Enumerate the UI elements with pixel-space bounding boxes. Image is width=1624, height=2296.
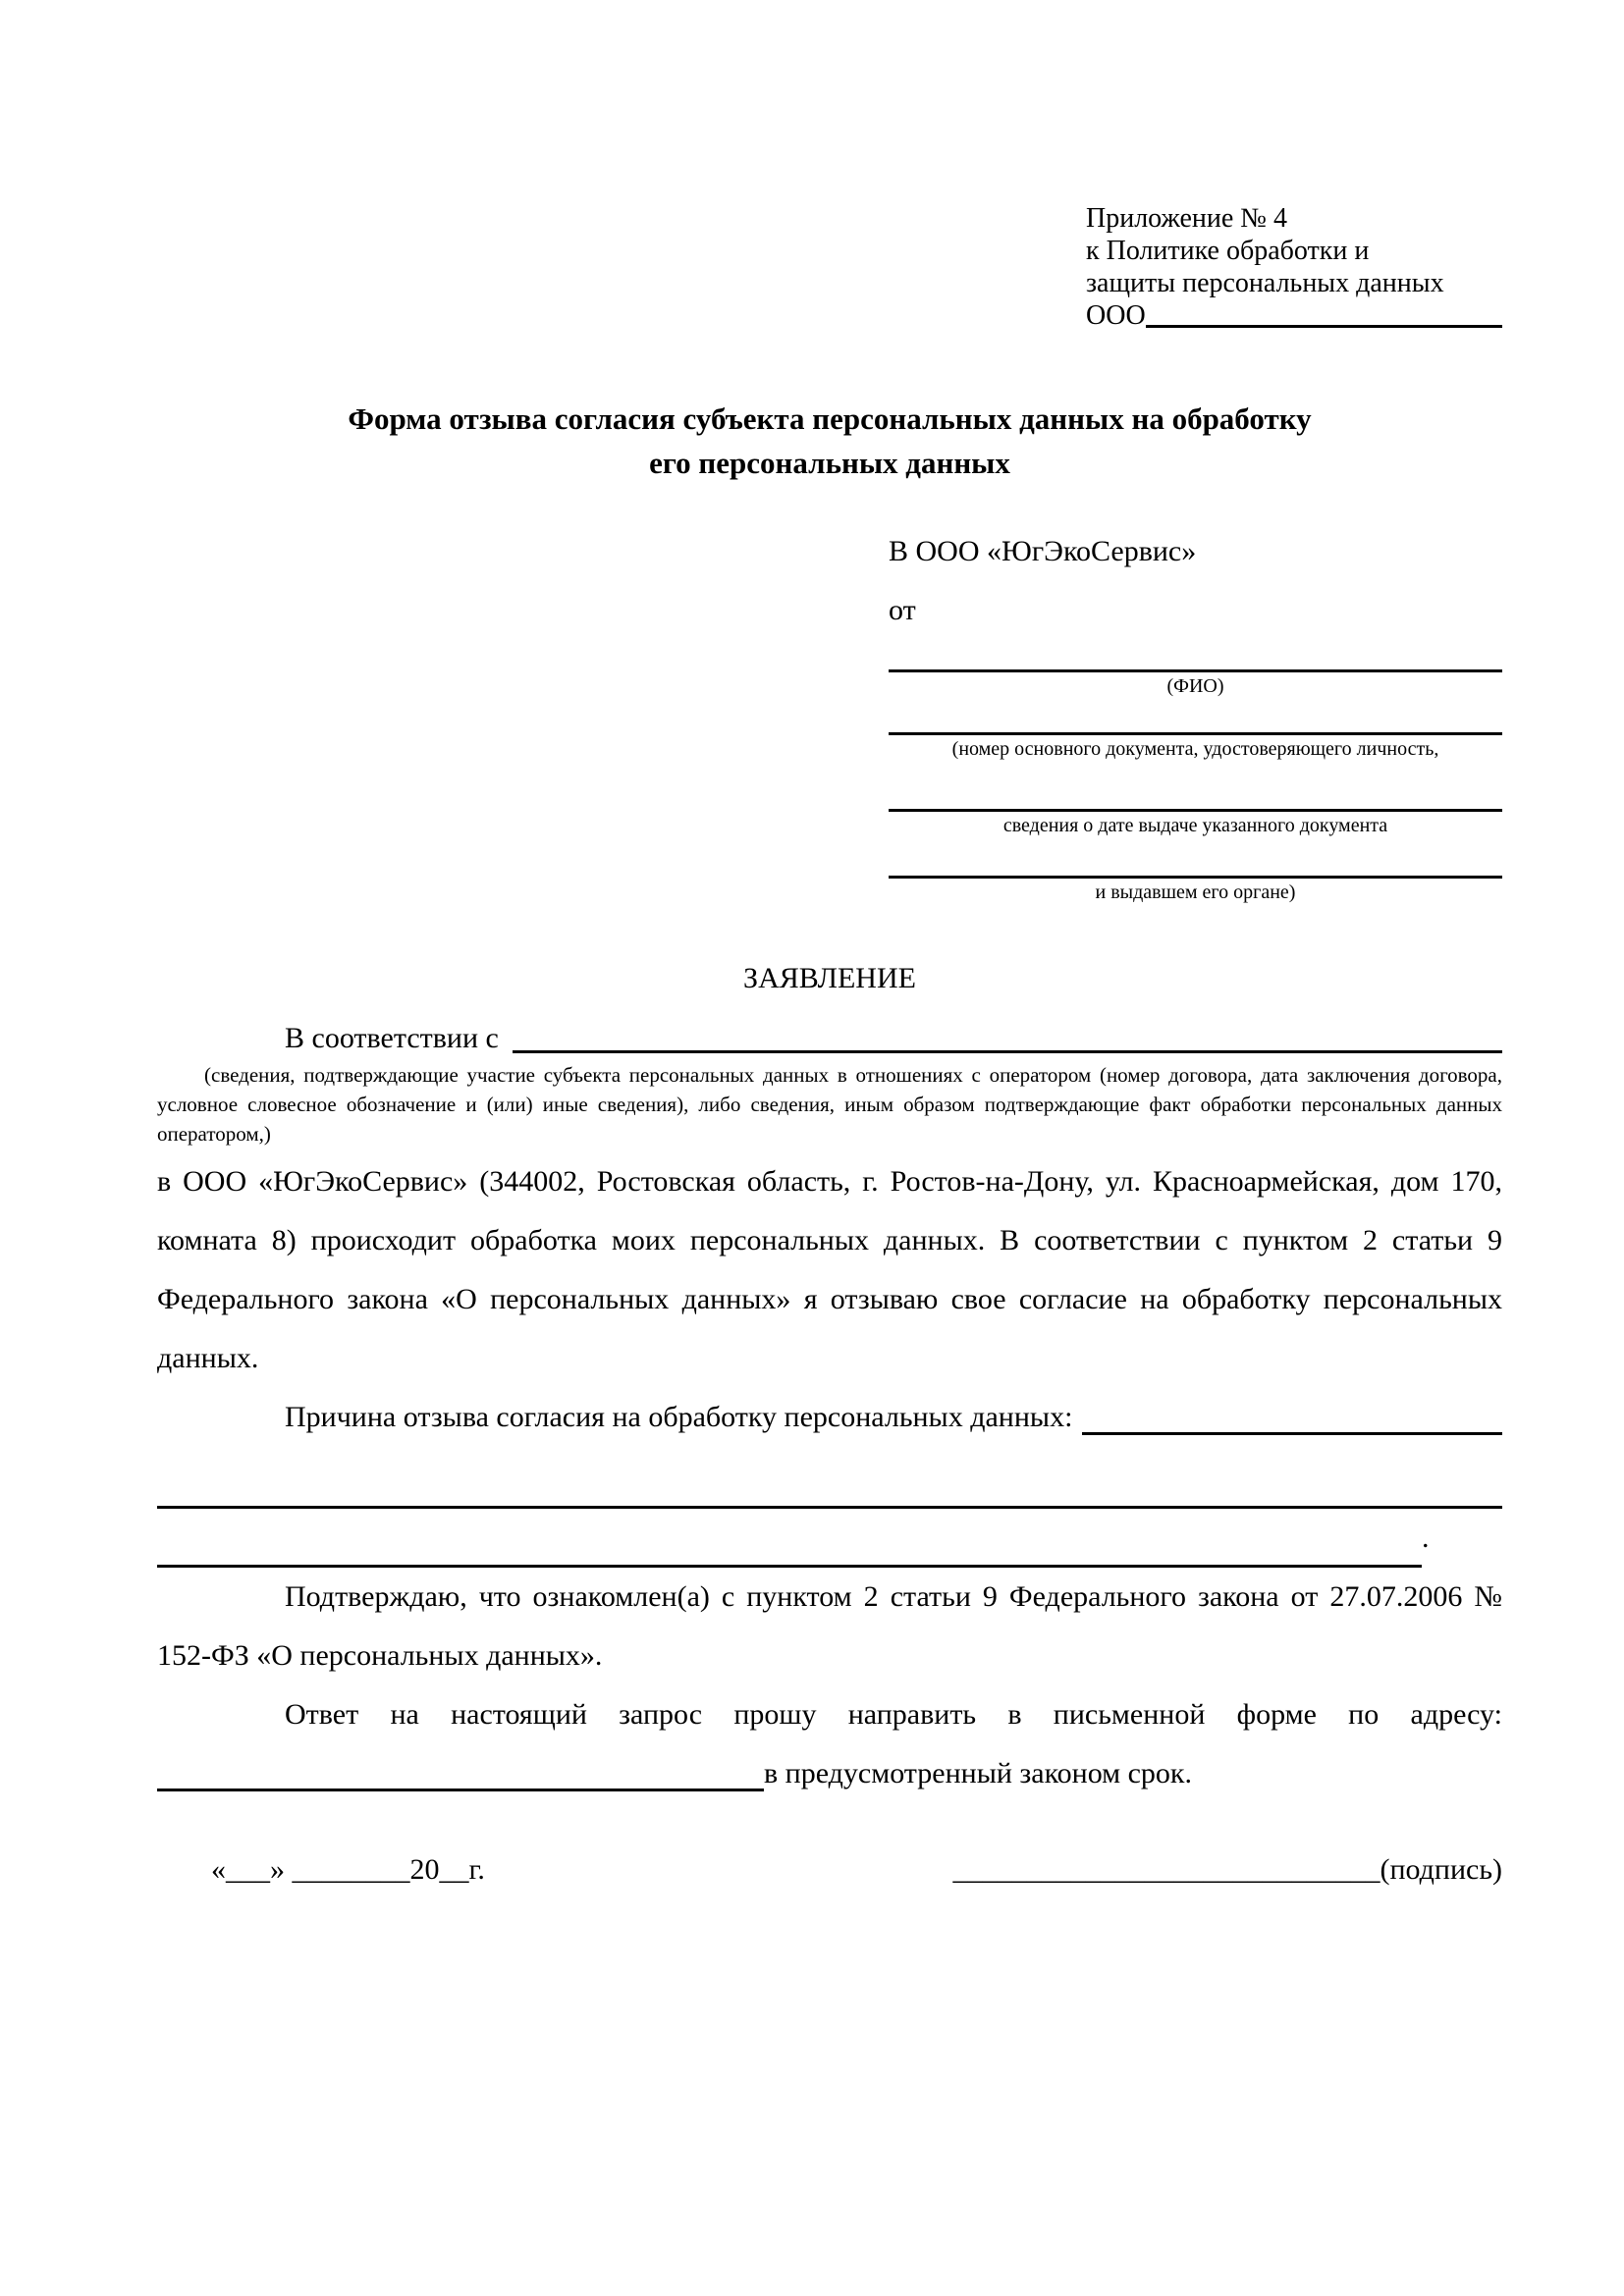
fio-field	[889, 628, 1502, 699]
appendix-line-2: к Политике обработки и	[1086, 236, 1370, 266]
doc-number-blank-line	[889, 699, 1502, 735]
addressee-from-label: от	[889, 594, 916, 626]
reason-blank-line-2	[157, 1518, 1422, 1568]
issue-date-caption: сведения о дате выдаче указанного документа	[1002, 815, 1388, 836]
reason-blank-line-1	[157, 1447, 1502, 1509]
ooo-prefix: ООО	[1086, 300, 1146, 331]
appendix-line-3: защиты персональных данных	[1086, 268, 1444, 298]
reply-tail-row	[157, 1744, 1502, 1803]
basis-blank-line	[513, 1017, 1502, 1053]
ooo-blank-line	[1146, 299, 1502, 328]
issuer-blank-line	[889, 838, 1502, 879]
appendix-ooo-row	[1086, 299, 1502, 332]
signature-group	[952, 1848, 1502, 1892]
issue-date-blank-line	[889, 762, 1502, 812]
confirm-paragraph: Подтверждаю, что ознакомлен(а) с пунктом 2 статьи 9 Федерального закона от 27.07.2006 № 152-ФЗ «О персональных данных».	[157, 1580, 1502, 1672]
intro-row	[157, 1017, 1502, 1060]
document-title-line-1: Форма отзыва согласия субъекта персональных данных на обработку	[348, 401, 1312, 436]
intro-lead: В соответствии с	[285, 1022, 499, 1054]
signature-caption: (подпись)	[1380, 1853, 1502, 1886]
issuer-field	[889, 838, 1502, 905]
signature-blank-line: _____________________________	[952, 1853, 1380, 1886]
reason-blank-inline	[1082, 1388, 1502, 1435]
addressee-to: В ООО «ЮгЭкоСервис»	[889, 535, 1197, 567]
statement-heading: ЗАЯВЛЕНИЕ	[743, 962, 916, 994]
reason-period: .	[1422, 1522, 1430, 1554]
body-paragraph: в ООО «ЮгЭкоСервис» (344002, Ростовская область, г. Ростов-на-Дону, ул. Красноармейская, дом 170, комната 8) происходит обработка моих персональных данных. В соответствии с пунктом 2 статьи 9 Федерального закона «О персональных данных» я отзываю свое согласие на обработку персональных данных.	[157, 1165, 1502, 1374]
addressee-block	[889, 534, 1502, 905]
doc-number-field	[889, 699, 1502, 762]
footer-row	[157, 1848, 1502, 1892]
intro-note: (сведения, подтверждающие участие субъекта персональных данных в отношениях с оператором (номер договора, дата заключения договора, условное словесное обозначение и (или) иные сведения), либо сведения, иным образом подтверждающие факт обработки персональных данных оператором,)	[157, 1063, 1502, 1146]
issue-date-field	[889, 762, 1502, 838]
doc-number-caption: (номер основного документа, удостоверяющего личность,	[951, 738, 1439, 760]
reply-lead-paragraph: Ответ на настоящий запрос прошу направить в письменной форме по адресу:	[285, 1698, 1502, 1731]
appendix-block	[1086, 202, 1502, 332]
address-blank-line	[157, 1744, 764, 1791]
reason-row	[157, 1388, 1502, 1447]
reply-tail: в предусмотренный законом срок.	[764, 1757, 1192, 1789]
reason-blank-row-2	[157, 1509, 1502, 1568]
date-line: «___» ________20__г.	[211, 1853, 485, 1886]
fio-caption: (ФИО)	[1166, 675, 1224, 697]
reason-label: Причина отзыва согласия на обработку персональных данных:	[285, 1401, 1073, 1433]
fio-blank-line	[889, 628, 1502, 672]
appendix-line-1: Приложение № 4	[1086, 203, 1287, 234]
document-title-line-2: его персональных данных	[649, 446, 1010, 480]
issuer-caption: и выдавшем его органе)	[1095, 881, 1296, 903]
document-title	[157, 397, 1502, 485]
